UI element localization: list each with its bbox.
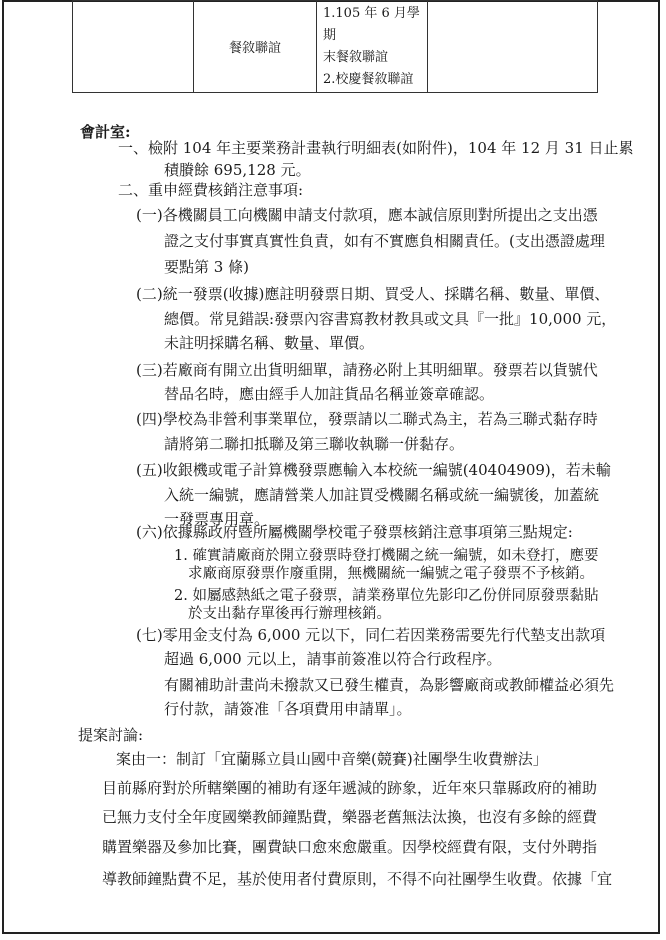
event-item: 2.校慶餐敘聯誼 [323,71,414,87]
table-cell-event-items [317,1,428,93]
case-title: 案由一：制訂「宜蘭縣立員山國中音樂(競賽)社團學生收費辦法」 [116,750,548,768]
sub2-line: (二)統一發票(收據)應註明發票日期、買受人、採購名稱、數量、單價、 [136,285,610,303]
sub4-line: (四)學校為非營利事業單位，發票請以二聯式為主，若為三聯式黏存時 [136,410,598,428]
body-line: 購置樂器及參加比賽，團費缺口愈來愈嚴重。因學校經費有限，支付外聘指 [102,838,598,856]
sub7-line: 超過 6,000 元以上，請事前簽准以符合行政程序。 [164,650,502,668]
sub5-line: 一發票專用章。 [164,510,270,528]
note-line: 行付款，請簽准「各項費用申請單」。 [164,700,412,718]
sub3-line: 替品名時，應由經手人加註貨品名稱並簽章確認。 [164,385,495,403]
body-line: 已無力支付全年度國樂教師鐘點費，樂器老舊無法汰換，也沒有多餘的經費 [102,808,598,826]
sub1-line: 證之支付事實真實性負責，如有不實應負相關責任。(支出憑證處理 [164,232,605,250]
body-line: 導教師鐘點費不足，基於使用者付費原則，不得不向社團學生收費。依據「宜 [102,870,613,888]
sub4-line: 請將第二聯扣抵聯及第三聯收執聯一併黏存。 [164,435,465,453]
table-cell-event-name: 餐敘聯誼 [194,1,317,93]
table-row [73,1,598,93]
sub6-line: (六)依據縣政府暨所屬機關學校電子發票核銷注意事項第三點規定: [136,523,573,541]
sub6-item-line: 求廠商原發票作廢重開，無機關統一編號之電子發票不予核銷。 [188,566,594,582]
event-item: 1.105 年 6 月學期 [323,5,420,43]
note-line: 有關補助計畫尚未撥款又已發生權責，為影響廠商或教師權益必須先 [164,676,615,694]
sub6-item-line: 1. 確實請廠商於開立發票時登打機關之統一編號，如未登打，應要 [174,548,599,564]
table-cell-empty [428,1,598,93]
event-item: 末餐敘聯誼 [323,49,389,65]
body-line: 目前縣府對於所轄樂團的補助有逐年遞減的跡象，近年來只靠縣政府的補助 [102,779,598,797]
sub3-line: (三)若廠商有開立出貨明細單，請務必附上其明細單。發票若以貨號代 [136,361,598,379]
item1-line: 一、檢附 104 年主要業務計畫執行明細表(如附件)，104 年 12 月 31 日止累 [118,139,634,157]
accounting-heading: 會計室: [80,123,131,141]
meal-table [72,0,598,93]
sub1-line: 要點第 3 條) [164,258,249,276]
sub2-line: 總價。常見錯誤:發票內容書寫教材教具或文具『一批』10,000 元， [164,310,617,328]
sub6-item-line: 2. 如屬感熱紙之電子發票，請業務單位先影印乙份併同原發票黏貼 [174,588,599,604]
table-cell-empty [73,1,194,93]
sub6-item-line: 於支出黏存單後再行辦理核銷。 [188,606,391,622]
sub2-line: 未註明採購名稱、數量、單價。 [164,334,375,352]
item1-line: 積賸餘 695,128 元。 [164,161,311,179]
sub1-line: (一)各機關員工向機關申請支付款項，應本誠信原則對所提出之支出憑 [136,206,598,224]
sub7-line: (七)零用金支付為 6,000 元以下，同仁若因業務需要先行代墊支出款項 [136,626,606,644]
item2-title: 二、重申經費核銷注意事項: [118,181,304,199]
sub5-line: (五)收銀機或電子計算機發票應輸入本校統一編號(40404909)，若未輸 [136,461,611,479]
proposal-heading: 提案討論: [78,726,144,744]
sub5-line: 入統一編號，應請營業人加註買受機關名稱或統一編號後，加蓋統 [164,486,600,504]
